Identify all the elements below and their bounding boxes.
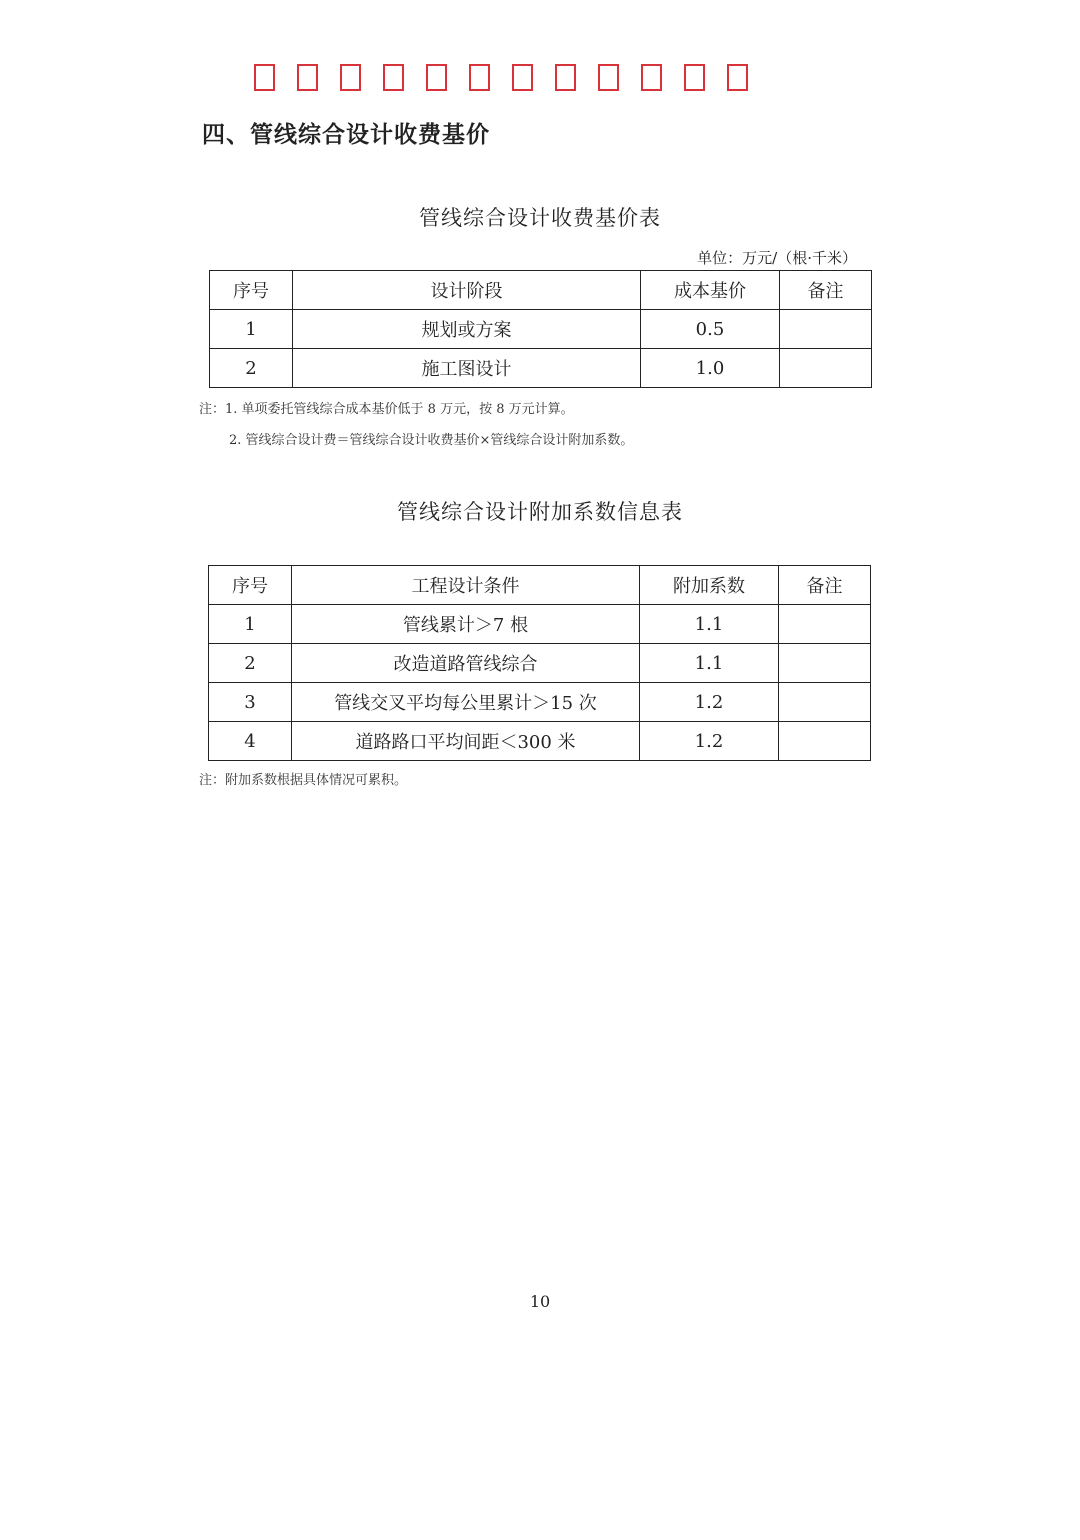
placeholder-box <box>469 64 490 91</box>
table-cell: 1.2 <box>640 683 779 722</box>
table-cell: 规划或方案 <box>293 310 641 349</box>
table-row <box>209 605 871 644</box>
table-header-row <box>209 566 871 605</box>
placeholder-box <box>340 64 361 91</box>
placeholder-box <box>383 64 404 91</box>
header-cell: 设计阶段 <box>293 271 641 310</box>
table-cell <box>780 310 872 349</box>
table-cell: 2 <box>210 349 293 388</box>
table1-note-1: 注：1. 单项委托管线综合成本基价低于 8 万元，按 8 万元计算。 <box>199 402 574 417</box>
table-cell: 施工图设计 <box>293 349 641 388</box>
placeholder-box <box>254 64 275 91</box>
table-cell <box>780 349 872 388</box>
placeholder-box <box>727 64 748 91</box>
table-cell: 3 <box>209 683 292 722</box>
placeholder-box <box>641 64 662 91</box>
table2-note: 注：附加系数根据具体情况可累积。 <box>199 773 408 788</box>
placeholder-box <box>598 64 619 91</box>
table-cell: 1.0 <box>641 349 780 388</box>
table1-unit: 单位：万元/（根·千米） <box>697 249 857 267</box>
placeholder-box <box>426 64 447 91</box>
table-cell: 1.1 <box>640 605 779 644</box>
header-cell: 附加系数 <box>640 566 779 605</box>
table-cell <box>779 683 871 722</box>
table-cell <box>779 722 871 761</box>
table1-title: 管线综合设计收费基价表 <box>419 206 661 230</box>
table-cell <box>779 605 871 644</box>
table-cell <box>779 644 871 683</box>
header-cell: 序号 <box>209 566 292 605</box>
table-cell: 0.5 <box>641 310 780 349</box>
placeholder-box <box>512 64 533 91</box>
table-cell: 2 <box>209 644 292 683</box>
table-cell: 管线交叉平均每公里累计＞15 次 <box>292 683 640 722</box>
header-cell: 工程设计条件 <box>292 566 640 605</box>
table-row <box>210 310 872 349</box>
table-cell: 改造道路管线综合 <box>292 644 640 683</box>
table-header-row <box>210 271 872 310</box>
table-cell: 1.1 <box>640 644 779 683</box>
table-cell: 4 <box>209 722 292 761</box>
table-row <box>209 644 871 683</box>
table-row <box>209 683 871 722</box>
placeholder-boxes <box>254 64 748 91</box>
placeholder-box <box>297 64 318 91</box>
table1-note-2: 2. 管线综合设计费＝管线综合设计收费基价×管线综合设计附加系数。 <box>229 433 634 448</box>
header-cell: 备注 <box>780 271 872 310</box>
table-row <box>210 349 872 388</box>
table-row <box>209 722 871 761</box>
header-cell: 成本基价 <box>641 271 780 310</box>
table-cell: 1.2 <box>640 722 779 761</box>
table-cell: 管线累计＞7 根 <box>292 605 640 644</box>
section-heading: 四、管线综合设计收费基价 <box>202 121 490 148</box>
coefficient-table <box>208 565 871 761</box>
page-number: 10 <box>529 1292 551 1311</box>
placeholder-box <box>684 64 705 91</box>
table-cell: 1 <box>210 310 293 349</box>
table2-title: 管线综合设计附加系数信息表 <box>397 500 683 524</box>
table-cell: 1 <box>209 605 292 644</box>
base-price-table <box>209 270 872 388</box>
table-cell: 道路路口平均间距＜300 米 <box>292 722 640 761</box>
header-cell: 备注 <box>779 566 871 605</box>
placeholder-box <box>555 64 576 91</box>
header-cell: 序号 <box>210 271 293 310</box>
